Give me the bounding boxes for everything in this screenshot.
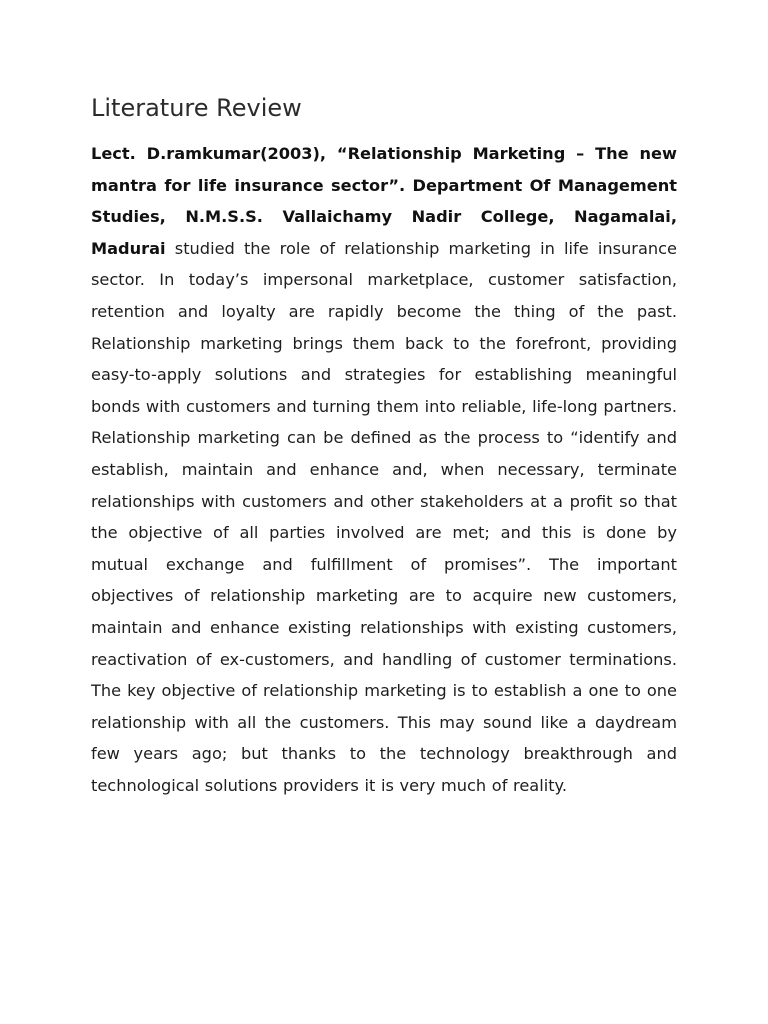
section-heading: Literature Review [91, 94, 302, 122]
body-paragraph [91, 138, 677, 801]
citation: Lect. D.ramkumar(2003), “Relationship Marketing – The new mantra for life insurance sector”. Department Of Management Studies, N.M.S.S. Vallaichamy Nadir College, Nagamalai, Madurai [91, 144, 677, 258]
document-content [91, 92, 677, 801]
paragraph-text: studied the role of relationship marketing in life insurance sector. In today’s impersonal marketplace, customer satisfaction, retention and loyalty are rapidly become the thing of the past. Relationship marketing brings them back to the forefront, providing easy-to-apply solutions and strategies for establishing meaningful bonds with customers and turning them into reliable, life-long partners. Relationship marketing can be defined as the process to “identify and establish, maintain and enhance and, when necessary, terminate relationships with customers and other stakeholders at a profit so that the objective of all parties involved are met; and this is done by mutual exchange and fulfillment of promises”. The important objectives of relationship marketing are to acquire new customers, maintain and enhance existing relationships with existing customers, reactivation of ex-customers, and handling of customer terminations. The key objective of relationship marketing is to establish a one to one relationship with all the customers. This may sound like a daydream few years ago; but thanks to the technology breakthrough and technological solutions providers it is very much of reality. [91, 238, 677, 795]
